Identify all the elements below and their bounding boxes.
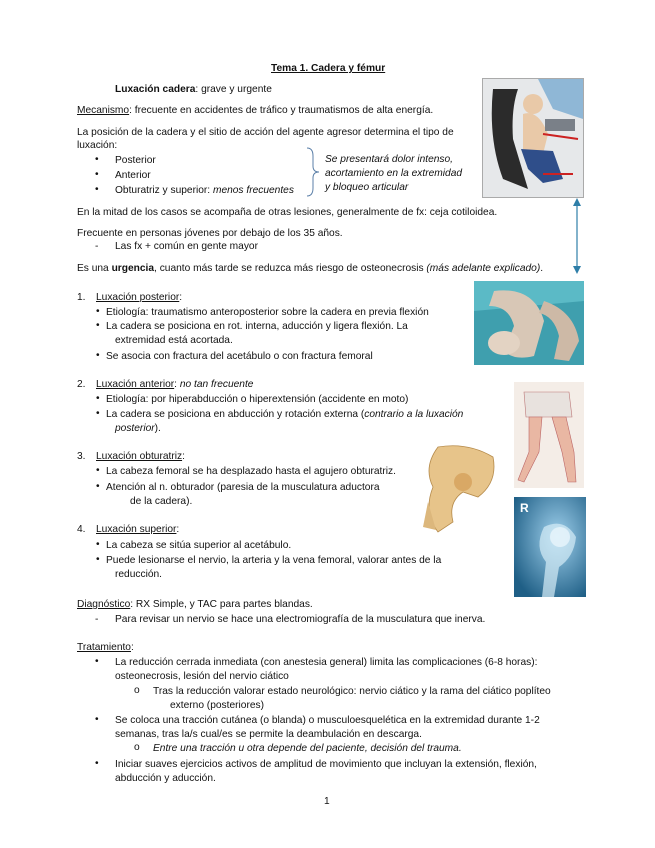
anterior-item2-pre: La cadera se posiciona en abducción y rotación externa (	[106, 409, 365, 420]
posterior-dislocation-photo	[474, 281, 584, 365]
section-num: 4.	[77, 524, 86, 535]
leg-drawing-icon	[514, 382, 584, 488]
brace-icon	[305, 146, 321, 198]
obturatriz-colon: :	[182, 451, 185, 462]
posterior-item2-cont: extremidad está acortada.	[115, 335, 233, 346]
obturatriz-title: Luxación obturatriz	[96, 451, 183, 462]
bullet-dot: •	[95, 714, 99, 725]
section-num: 1.	[77, 292, 86, 303]
tratamiento-label: Tratamiento	[77, 642, 131, 653]
anterior-item2-cont-end: ).	[154, 423, 161, 434]
anterior-item2-cont-italic: posterior	[115, 423, 155, 434]
superior-title: Luxación superior	[96, 524, 177, 535]
urgencia-bold: urgencia	[111, 263, 155, 274]
type-anterior: Anterior	[115, 170, 151, 181]
tratamiento-b1-sub1: Tras la reducción valorar estado neurológico: nervio ciático y la rama del ciático poplíteo	[153, 686, 551, 697]
bullet-dot: •	[96, 350, 100, 361]
xray-image	[514, 497, 586, 597]
diagnostico-line	[77, 598, 313, 611]
mecanismo-text: : frecuente en accidentes de tráfico y traumatismos de alta energía.	[129, 105, 434, 116]
posicion-line2: luxación:	[77, 140, 118, 151]
tratamiento-b1-sub2: externo (posteriores)	[170, 700, 264, 711]
diagnostico-text: : RX Simple, y TAC para partes blandas.	[130, 599, 313, 610]
car-seat-icon	[483, 79, 583, 197]
tratamiento-colon: :	[130, 642, 134, 653]
bullet-dot: •	[96, 306, 100, 317]
side-note-line2: acortamiento en la extremidad	[325, 168, 463, 179]
diag-item: Para revisar un nervio se hace una electromiografía de la musculatura que inerva.	[115, 614, 486, 625]
anterior-item2	[106, 408, 463, 421]
anterior-item1: Etiología: por hiperabducción o hiperextensión (accidente en moto)	[106, 394, 409, 405]
anterior-item2-italic: contrario a la luxación	[364, 409, 464, 420]
tratamiento-heading	[77, 641, 134, 654]
section-superior-title	[96, 523, 179, 536]
bullet-dot: •	[96, 554, 100, 565]
subtitle-bold: Luxación cadera	[115, 84, 196, 95]
mitad-line: En la mitad de los casos se acompaña de otras lesiones, generalmente de fx: ceja cotiloidea.	[77, 207, 498, 218]
type-obturatriz	[115, 184, 294, 197]
obturatriz-item1: La cabeza femoral se ha desplazado hasta el agujero obturatriz.	[106, 466, 396, 477]
pelvis-bone-illustration	[418, 442, 504, 536]
anterior-title: Luxación anterior	[96, 379, 175, 390]
bullet: •	[95, 169, 99, 180]
bullet: •	[95, 154, 99, 165]
diagnostico-label: Diagnóstico	[77, 599, 131, 610]
bullet-dot: •	[95, 758, 99, 769]
legs-photo-icon	[474, 281, 584, 365]
tratamiento-b2-line1: Se coloca una tracción cutánea (o blanda) o musculoesquelética en la extremidad durante 1-2	[115, 715, 540, 726]
page-number: 1	[324, 796, 330, 807]
anterior-item2-cont	[115, 422, 161, 435]
type-posterior: Posterior	[115, 155, 156, 166]
subtitle-rest: : grave y urgente	[195, 84, 272, 95]
superior-colon: :	[176, 524, 180, 535]
mecanismo-label: Mecanismo	[77, 105, 130, 116]
circle-bullet: o	[134, 742, 140, 753]
subtitle	[115, 83, 272, 96]
tratamiento-b3-line1: Iniciar suaves ejercicios activos de amplitud de movimiento que incluyan la extensión, flexión,	[115, 759, 537, 770]
anterior-colon: :	[174, 379, 180, 390]
anterior-dislocation-drawing	[514, 382, 584, 488]
posterior-item2: La cadera se posiciona en rot. interna, aducción y ligera flexión. La	[106, 321, 408, 332]
posterior-title: Luxación posterior	[96, 292, 180, 303]
section-num: 3.	[77, 451, 86, 462]
bullet-dot: •	[96, 465, 100, 476]
posterior-item3: Se asocia con fractura del acetábulo o con fractura femoral	[106, 351, 373, 362]
side-note-line3: y bloqueo articular	[325, 182, 409, 193]
dash: -	[95, 614, 99, 625]
obturatriz-item2-cont: de la cadera).	[130, 496, 193, 507]
section-num: 2.	[77, 379, 86, 390]
fx-item: Las fx + común en gente mayor	[115, 241, 258, 252]
dash: -	[95, 241, 99, 252]
tratamiento-b1-line1: La reducción cerrada inmediata (con anestesia general) limita las complicaciones (6-8 horas):	[115, 657, 538, 668]
car-crash-illustration	[482, 78, 584, 198]
bullet: •	[95, 184, 99, 195]
bullet-dot: •	[95, 656, 99, 667]
page-title: Tema 1. Cadera y fémur	[271, 63, 386, 74]
bullet-dot: •	[96, 481, 100, 492]
bullet-dot: •	[96, 539, 100, 550]
obturatriz-item2: Atención al n. obturador (paresia de la musculatura aductora	[106, 482, 380, 493]
tratamiento-b2-line2: semanas, tras la/s cual/es se permite la deambulación en descarga.	[115, 729, 422, 740]
side-note-line1: Se presentará dolor intenso,	[325, 154, 453, 165]
posterior-item1: Etiología: traumatismo anteroposterior sobre la cadera en previa flexión	[106, 307, 429, 318]
tratamiento-b3-line2: abducción y aducción.	[115, 773, 216, 784]
double-arrow-icon	[570, 198, 584, 274]
urgencia-end: .	[540, 263, 544, 274]
urgencia-mid: , cuanto más tarde se reduzca más riesgo de osteonecrosis	[154, 263, 427, 274]
posicion-line1: La posición de la cadera y el sitio de acción del agente agresor determina el tipo de	[77, 127, 454, 138]
section-anterior-title	[96, 378, 253, 391]
circle-bullet: o	[134, 685, 140, 696]
bullet-dot: •	[96, 408, 100, 419]
anterior-note: no tan frecuente	[179, 379, 254, 390]
superior-item2-cont: reducción.	[115, 569, 163, 580]
type-obturatriz-note: menos frecuentes	[212, 185, 294, 196]
tratamiento-b1-line2: osteonecrosis, lesión del nervio ciático	[115, 671, 289, 682]
urgencia-italic: (más adelante explicado)	[426, 263, 541, 274]
section-obturatriz-title	[96, 450, 185, 463]
bullet-dot: •	[96, 320, 100, 331]
superior-item1: La cabeza se sitúa superior al acetábulo.	[106, 540, 292, 551]
superior-item2: Puede lesionarse el nervio, la arteria y la vena femoral, valorar antes de la	[106, 555, 442, 566]
urgencia-pre: Es una	[77, 263, 112, 274]
mecanismo-line	[77, 104, 433, 117]
posterior-colon: :	[179, 292, 183, 303]
pelvis-icon	[418, 442, 504, 536]
type-obturatriz-text: Obturatriz y superior:	[115, 185, 213, 196]
frecuente-line: Frecuente en personas jóvenes por debajo de los 35 años.	[77, 228, 343, 239]
xray-label: R	[520, 501, 529, 515]
urgencia-line	[77, 262, 543, 275]
tratamiento-b2-sub: Entre una tracción u otra depende del paciente, decisión del trauma.	[153, 743, 462, 754]
section-posterior-title	[96, 291, 182, 304]
bullet-dot: •	[96, 393, 100, 404]
